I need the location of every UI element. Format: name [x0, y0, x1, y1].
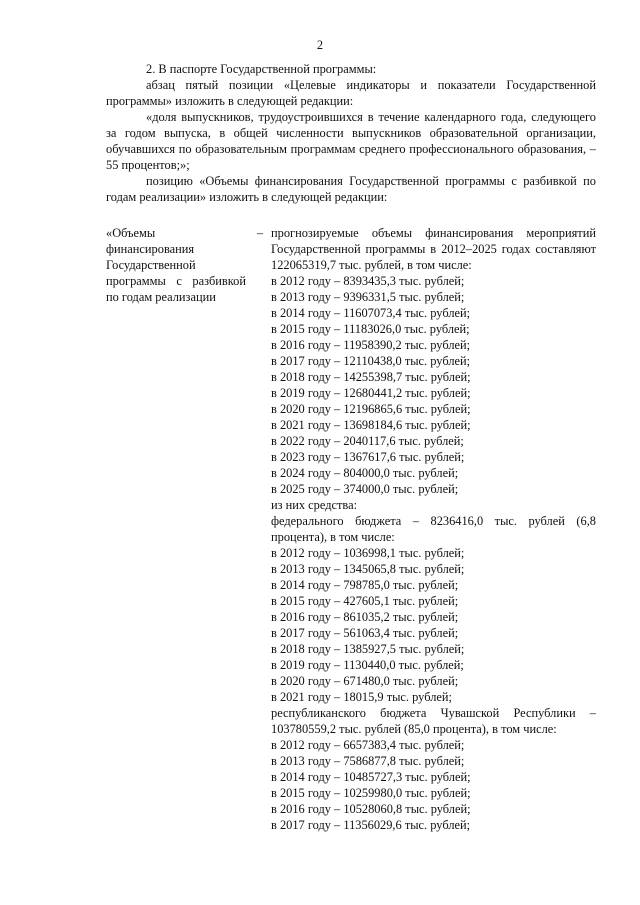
year-line: в 2016 году – 11958390,2 тыс. рублей;	[271, 338, 471, 352]
sources-heading: из них средства:	[271, 498, 358, 512]
paragraph: «доля выпускников, трудоустроившихся в течение календарного года, следующего за годом выпуска, в общей численности выпускников образовательной организации, обучавшихся по образовательным программам среднего профессионального образования, – 55 процентов;»;	[106, 110, 596, 172]
dash-separator: –	[256, 226, 264, 240]
total-years-list	[271, 273, 596, 497]
year-line: в 2014 году – 11607073,4 тыс. рублей;	[271, 306, 471, 320]
funding-intro: прогнозируемые объемы финансирования мероприятий Государственной программы в 2012–2025 годах составляют 122065319,7 тыс. рублей, в том числе:	[271, 226, 596, 272]
year-line: в 2014 году – 10485727,3 тыс. рублей;	[271, 770, 471, 784]
year-line: в 2015 году – 427605,1 тыс. рублей;	[271, 594, 459, 608]
year-line: в 2016 году – 861035,2 тыс. рублей;	[271, 610, 459, 624]
year-line: в 2015 году – 11183026,0 тыс. рублей;	[271, 322, 470, 336]
year-line: в 2022 году – 2040117,6 тыс. рублей;	[271, 434, 464, 448]
paragraph: абзац пятый позиции «Целевые индикаторы и показатели Государственной программы» изложить в следующей редакции:	[106, 78, 596, 108]
year-line: в 2015 году – 10259980,0 тыс. рублей;	[271, 786, 471, 800]
year-line: в 2013 году – 1345065,8 тыс. рублей;	[271, 562, 465, 576]
republic-budget-heading: республиканского бюджета Чувашской Республики – 103780559,2 тыс. рублей (85,0 процента), в том числе:	[271, 706, 596, 736]
year-line: в 2012 году – 8393435,3 тыс. рублей;	[271, 274, 465, 288]
year-line: в 2021 году – 18015,9 тыс. рублей;	[271, 690, 452, 704]
paragraph: позицию «Объемы финансирования Государственной программы с разбивкой по годам реализации» изложить в следующей редакции:	[106, 174, 596, 204]
year-line: в 2013 году – 7586877,8 тыс. рублей;	[271, 754, 465, 768]
year-line: в 2023 году – 1367617,6 тыс. рублей;	[271, 450, 465, 464]
federal-budget-heading: федерального бюджета – 8236416,0 тыс. рублей (6,8 процента), в том числе:	[271, 514, 596, 544]
year-line: в 2012 году – 6657383,4 тыс. рублей;	[271, 738, 465, 752]
year-line: в 2019 году – 1130440,0 тыс. рублей;	[271, 658, 464, 672]
year-line: в 2020 году – 12196865,6 тыс. рублей;	[271, 402, 471, 416]
year-line: в 2021 году – 13698184,6 тыс. рублей;	[271, 418, 471, 432]
year-line: в 2012 году – 1036998,1 тыс. рублей;	[271, 546, 465, 560]
page-number: 2	[316, 38, 324, 52]
year-line: в 2014 году – 798785,0 тыс. рублей;	[271, 578, 459, 592]
funding-label: «Объемы финансирования Государственной программы с разбивкой по годам реализации	[106, 226, 246, 304]
document-body	[106, 61, 596, 205]
paragraph: 2. В паспорте Государственной программы:	[146, 62, 377, 76]
year-line: в 2025 году – 374000,0 тыс. рублей;	[271, 482, 459, 496]
year-line: в 2016 году – 10528060,8 тыс. рублей;	[271, 802, 471, 816]
federal-years-list	[271, 545, 596, 705]
year-line: в 2018 году – 1385927,5 тыс. рублей;	[271, 642, 465, 656]
year-line: в 2019 году – 12680441,2 тыс. рублей;	[271, 386, 471, 400]
year-line: в 2018 году – 14255398,7 тыс. рублей;	[271, 370, 471, 384]
year-line: в 2024 году – 804000,0 тыс. рублей;	[271, 466, 459, 480]
year-line: в 2017 году – 12110438,0 тыс. рублей;	[271, 354, 471, 368]
year-line: в 2017 году – 561063,4 тыс. рублей;	[271, 626, 459, 640]
year-line: в 2017 году – 11356029,6 тыс. рублей;	[271, 818, 471, 832]
year-line: в 2020 году – 671480,0 тыс. рублей;	[271, 674, 459, 688]
funding-details	[271, 225, 596, 833]
republic-years-list	[271, 737, 596, 833]
year-line: в 2013 году – 9396331,5 тыс. рублей;	[271, 290, 465, 304]
